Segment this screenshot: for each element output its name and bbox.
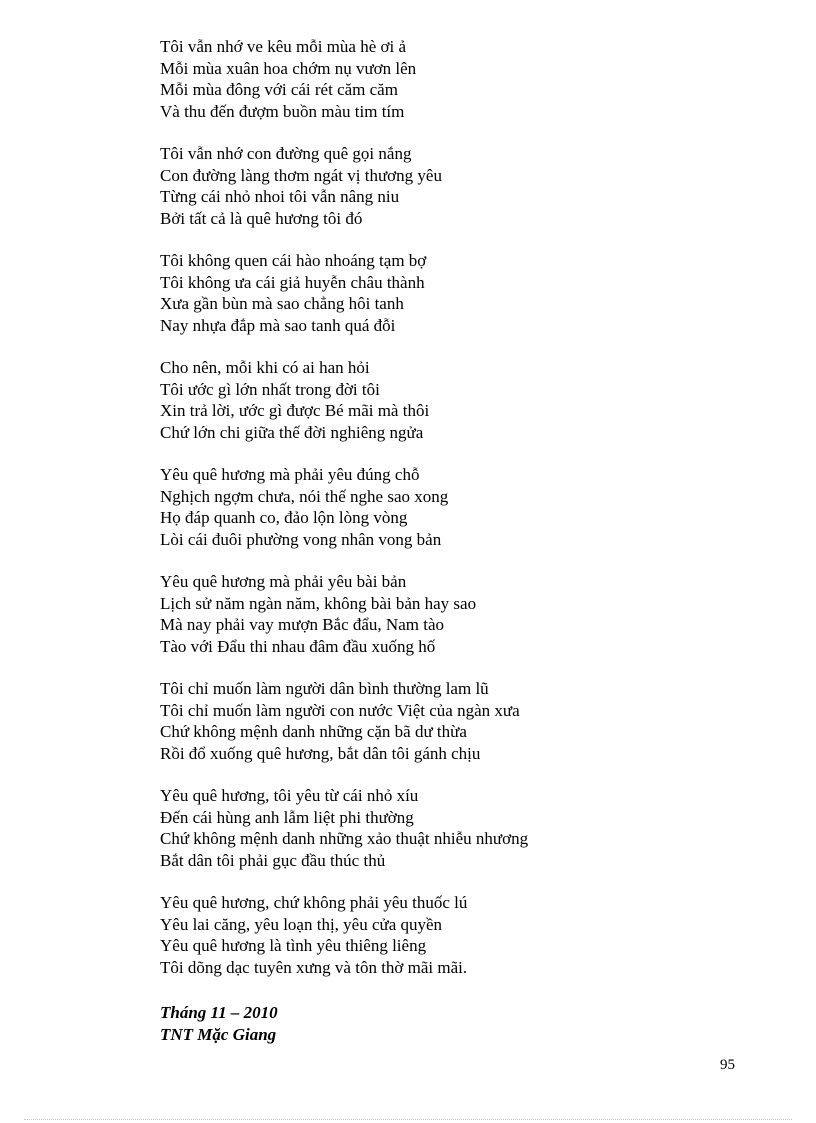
stanza-4 <box>160 357 760 443</box>
poem-line: Tào với Đẩu thi nhau đâm đầu xuống hố <box>160 636 436 656</box>
poem-line: Bởi tất cả là quê hương tôi đó <box>160 208 363 228</box>
poem-line: Xin trả lời, ước gì được Bé mãi mà thôi <box>160 401 430 420</box>
signature-date: Tháng 11 – 2010 <box>160 1003 278 1022</box>
poem-line: Nay nhựa đắp mà sao tanh quá đỗi <box>160 315 396 335</box>
poem-line: Lịch sử năm ngàn năm, không bài bản hay sao <box>160 593 477 613</box>
poem-line: Tôi ước gì lớn nhất trong đời tôi <box>160 379 380 399</box>
poem-line: Yêu quê hương mà phải yêu bài bản <box>160 572 407 591</box>
poem-line: Tôi dõng dạc tuyên xưng và tôn thờ mãi mãi. <box>160 957 468 977</box>
poem-line: Tôi không ưa cái giả huyễn châu thành <box>160 272 425 292</box>
stanza-9 <box>160 892 760 978</box>
poem-line: Bắt dân tôi phải gục đầu thúc thủ <box>160 850 386 870</box>
footer-divider <box>24 1119 792 1120</box>
poem-line: Họ đáp quanh co, đảo lộn lòng vòng <box>160 508 408 527</box>
poem-line: Tôi vẫn nhớ ve kêu mỗi mùa hè ơi ả <box>160 37 407 56</box>
stanza-2 <box>160 143 760 229</box>
signature-block <box>160 1002 278 1046</box>
stanza-1 <box>160 36 760 122</box>
stanza-3 <box>160 250 760 336</box>
poem-line: Chứ không mệnh danh những xảo thuật nhiễu nhương <box>160 829 529 848</box>
poem-line: Mỗi mùa xuân hoa chớm nụ vươn lên <box>160 58 417 78</box>
poem-line: Xưa gần bùn mà sao chẳng hôi tanh <box>160 294 404 313</box>
poem-line: Yêu quê hương là tình yêu thiêng liêng <box>160 936 427 955</box>
poem-line: Yêu quê hương mà phải yêu đúng chỗ <box>160 465 420 484</box>
poem-line: Yêu quê hương, tôi yêu từ cái nhỏ xíu <box>160 786 419 805</box>
poem-line: Yêu quê hương, chứ không phải yêu thuốc lú <box>160 893 468 912</box>
poem-line: Và thu đến đượm buồn màu tim tím <box>160 101 405 121</box>
poem-line: Chứ không mệnh danh những cặn bã dư thừa <box>160 722 467 741</box>
stanza-7 <box>160 678 760 764</box>
poem-line: Tôi vẫn nhớ con đường quê gọi nắng <box>160 144 412 163</box>
poem-line: Mà nay phải vay mượn Bắc đẩu, Nam tào <box>160 615 444 634</box>
poem-line: Lòi cái đuôi phường vong nhân vong bản <box>160 529 442 549</box>
poem-line: Tôi không quen cái hào nhoáng tạm bợ <box>160 251 427 270</box>
poem-line: Rồi đổ xuống quê hương, bắt dân tôi gánh chịu <box>160 743 481 763</box>
poem-line: Yêu lai căng, yêu loạn thị, yêu cửa quyền <box>160 914 443 934</box>
stanza-5 <box>160 464 760 550</box>
poem-line: Con đường làng thơm ngát vị thương yêu <box>160 165 442 185</box>
poem-line: Cho nên, mỗi khi có ai han hỏi <box>160 358 370 377</box>
poem <box>160 36 760 999</box>
poem-line: Tôi chỉ muốn làm người con nước Việt của ngàn xưa <box>160 700 520 720</box>
poem-line: Nghịch ngợm chưa, nói thế nghe sao xong <box>160 486 449 506</box>
poem-line: Từng cái nhỏ nhoi tôi vẫn nâng niu <box>160 187 400 206</box>
signature-author: TNT Mặc Giang <box>160 1025 277 1044</box>
poem-line: Tôi chỉ muốn làm người dân bình thường lam lũ <box>160 679 489 698</box>
poem-line: Mỗi mùa đông với cái rét căm căm <box>160 80 398 99</box>
poem-line: Đến cái hùng anh lẫm liệt phi thường <box>160 807 414 827</box>
stanza-8 <box>160 785 760 871</box>
stanza-6 <box>160 571 760 657</box>
page-number: 95 <box>720 1057 735 1073</box>
poem-line: Chứ lớn chi giữa thế đời nghiêng ngửa <box>160 422 424 442</box>
